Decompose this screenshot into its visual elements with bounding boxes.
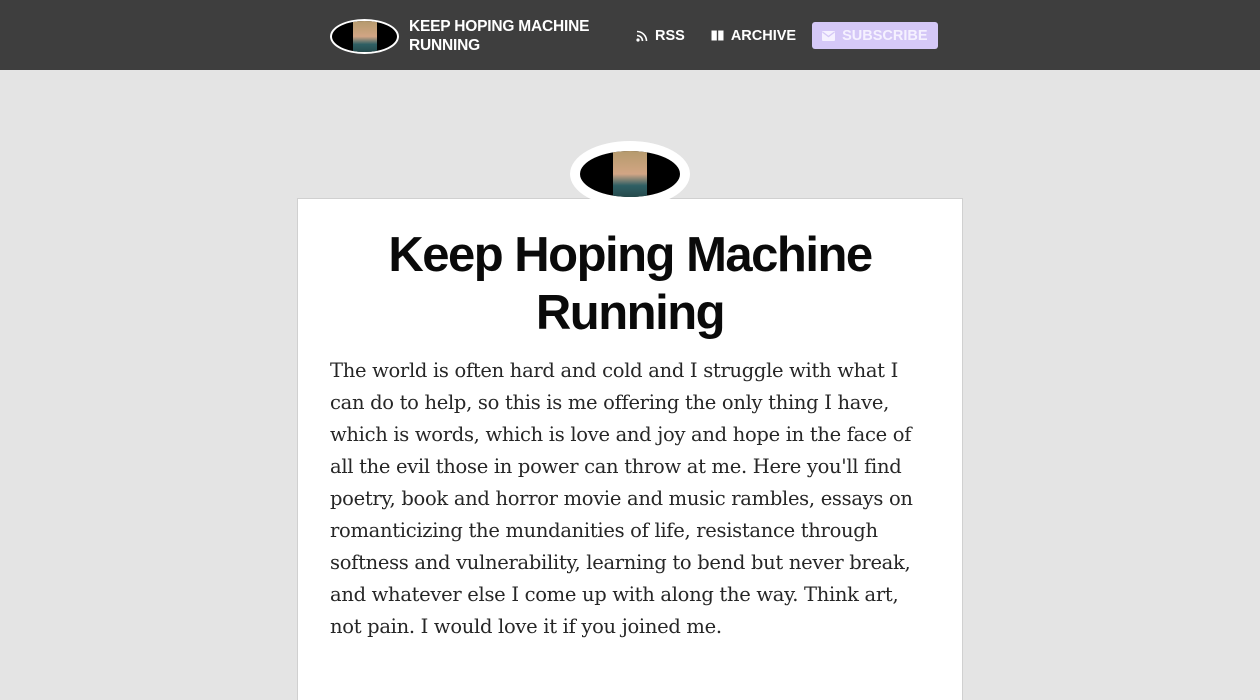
brand-avatar bbox=[330, 19, 399, 54]
hero-avatar bbox=[570, 141, 690, 207]
envelope-icon bbox=[822, 31, 835, 41]
top-navigation-bar bbox=[0, 0, 1260, 70]
brand-title: KEEP HOPING MACHINE RUNNING bbox=[409, 18, 590, 54]
hero-avatar-frame bbox=[580, 151, 680, 197]
publication-description: The world is often hard and cold and I struggle with what I can do to help, so this is me offering the only thing I have, which is words, which is love and joy and hope in the face of all the evil those in power can throw at me. Here you'll find poetry, book and horror movie and music rambles, essays on romanticizing the mundanities of life, resistance through softness and vulnerability, learning to bend but never break, and whatever else I come up with along the way. Think art, not pain. I would love it if you joined me. bbox=[330, 359, 913, 638]
brand-home-link[interactable] bbox=[330, 17, 609, 55]
publication-title: Keep Hoping Machine Running bbox=[388, 228, 872, 340]
subscribe-label: SUBSCRIBE bbox=[842, 27, 928, 44]
publication-card bbox=[297, 198, 963, 700]
header-nav bbox=[636, 22, 938, 49]
rss-icon bbox=[636, 30, 648, 42]
rss-label: RSS bbox=[655, 27, 685, 44]
archive-link[interactable] bbox=[711, 22, 796, 49]
avatar-photo bbox=[353, 21, 377, 52]
book-icon bbox=[711, 30, 724, 41]
rss-link[interactable] bbox=[636, 22, 685, 49]
avatar-photo bbox=[613, 151, 647, 197]
subscribe-button[interactable] bbox=[812, 22, 937, 49]
archive-label: ARCHIVE bbox=[730, 27, 797, 44]
